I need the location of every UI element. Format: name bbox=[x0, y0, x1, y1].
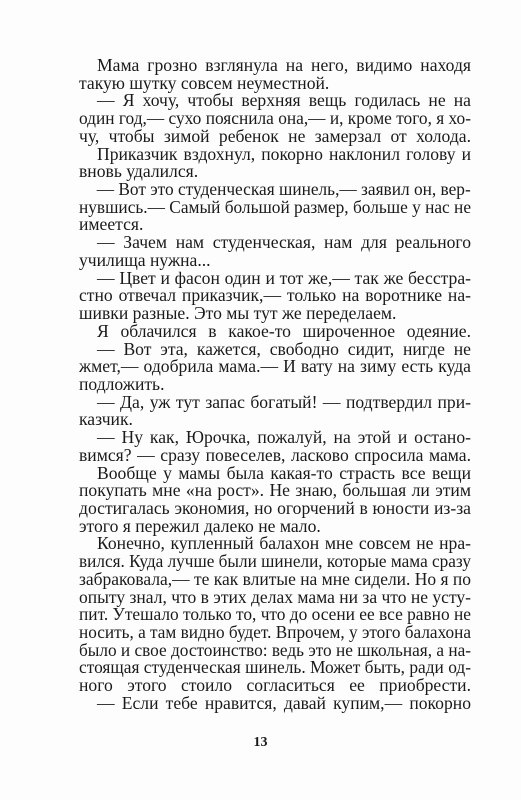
text-line: нувшись.— Самый большой размер, больше у нас не bbox=[79, 196, 471, 217]
text-line: Конечно, купленный балахон мне совсем не нра- bbox=[97, 533, 471, 554]
text-line: вновь удалился. bbox=[79, 161, 199, 182]
text-line: опыту знал, что в этих делах мама ни за что не усту- bbox=[79, 586, 471, 607]
text-line: имеется. bbox=[79, 214, 144, 235]
text-line: вился. Куда лучше были шинели, которые мама сразу bbox=[79, 551, 471, 572]
text-line: Мама грозно взглянула на него, видимо находя bbox=[97, 55, 471, 75]
text-line: жмет,— одобрила мама.— И вату на зиму есть куда bbox=[79, 356, 471, 377]
text-line: вимся? — сразу повеселев, ласково спросила мама. bbox=[79, 444, 471, 465]
text-line: Вообще у мамы была какая-то страсть все вещи bbox=[97, 462, 471, 483]
text-line: — Вот это студенческая шинель,— заявил он, вер- bbox=[96, 179, 471, 200]
text-line: один год,— сухо пояснила она,— и, кроме того, я хо- bbox=[79, 108, 471, 129]
text-line: стоящая студенческая шинель. Может быть, ради од- bbox=[79, 657, 471, 678]
text-line: стно отвечал приказчик,— только на воротнике на- bbox=[79, 285, 471, 306]
text-line: достигалась экономия, но огорчений в юности из-за bbox=[79, 497, 471, 518]
text-line: Я облачился в какое-то широченное одеяние. bbox=[97, 320, 471, 341]
text-line: — Если тебе нравится, давай купим,— покорно bbox=[97, 692, 471, 713]
text-line: — Да, уж тут запас богатый! — подтвердил при- bbox=[97, 391, 471, 412]
text-line: — Зачем нам студенческая, нам для реального bbox=[97, 232, 471, 253]
text-line: такую шутку совсем неуместной. bbox=[79, 72, 330, 93]
text-line: забраковала,— те как влитые на мне сидели. Но я по bbox=[79, 568, 471, 589]
text-line: — Ну как, Юрочка, пожалуй, на этой и остано- bbox=[97, 427, 471, 448]
body-text bbox=[79, 57, 471, 713]
text-line: училища нужна... bbox=[79, 249, 211, 270]
text-line: казчик. bbox=[79, 409, 133, 430]
text-line: — Вот эта, кажется, свободно сидит, нигде не bbox=[97, 338, 471, 359]
text-line: было и свое достоинство: ведь это не школьная, а на- bbox=[79, 639, 471, 660]
text-line: носить, а там видно будет. Впрочем, у этого балахона bbox=[79, 622, 471, 642]
text-line: пит. Утешало только то, что до осени ее все равно не bbox=[79, 604, 471, 625]
text-line: Приказчик вздохнул, покорно наклонил голову и bbox=[97, 143, 471, 164]
text-line: покупать мне «на рост». Не знаю, большая ли этим bbox=[79, 480, 471, 501]
text-line: — Цвет и фасон один и тот же,— так же бесстра- bbox=[97, 267, 471, 288]
text-line: подложить. bbox=[79, 373, 165, 394]
text-line: ного этого стоило согласиться ее приобрести. bbox=[79, 675, 471, 696]
text-line: шивки разные. Это мы тут же переделаем. bbox=[79, 303, 397, 324]
page-number: 13 bbox=[253, 735, 268, 750]
text-line: чу, чтобы зимой ребенок не замерзал от холода. bbox=[79, 125, 471, 146]
text-line: — Я хочу, чтобы верхняя вещь годилась не на bbox=[97, 90, 471, 111]
text-line: этого я пережил далеко не мало. bbox=[79, 515, 321, 536]
